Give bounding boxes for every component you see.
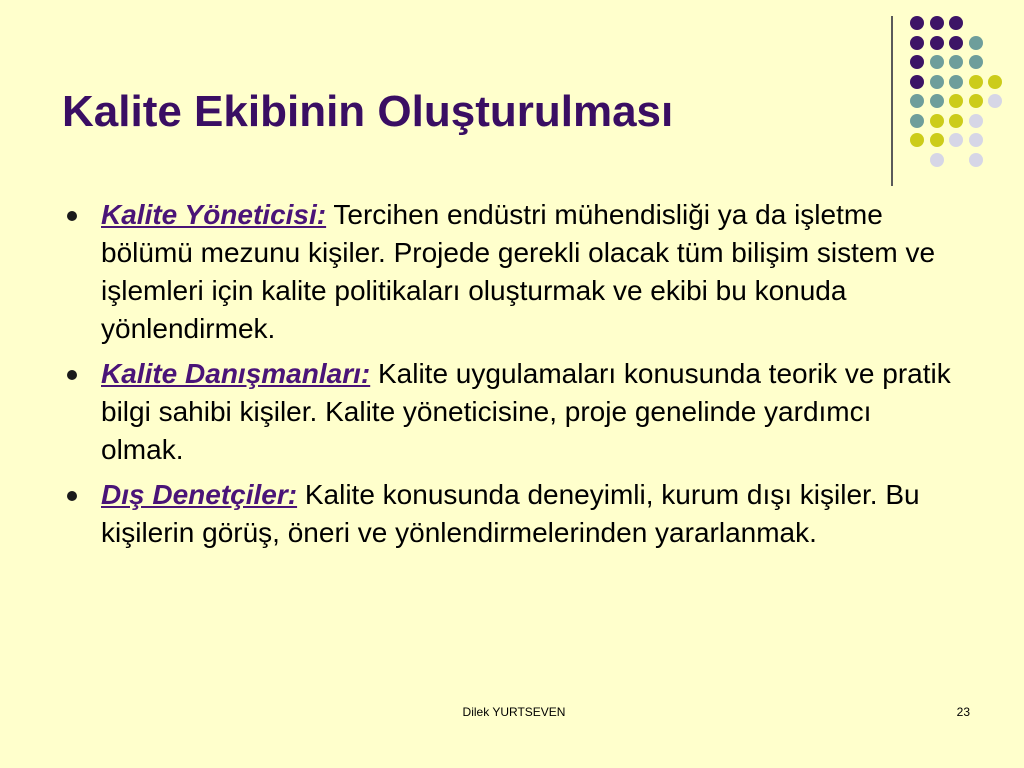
yellow-dot xyxy=(988,75,1002,89)
decorative-dot-grid xyxy=(900,12,1024,172)
footer-author: Dilek YURTSEVEN xyxy=(462,705,566,719)
yellow-dot xyxy=(949,114,963,128)
bullet-kalite-danismanlari xyxy=(60,355,960,469)
bullet-term: Kalite Danışmanları: xyxy=(101,358,371,389)
lavender-dot xyxy=(969,153,983,167)
purple-dot xyxy=(910,16,924,30)
yellow-dot xyxy=(930,114,944,128)
page-number: 23 xyxy=(956,705,970,719)
lavender-dot xyxy=(988,94,1002,108)
purple-dot xyxy=(910,75,924,89)
teal-dot xyxy=(930,94,944,108)
teal-dot xyxy=(949,55,963,69)
yellow-dot xyxy=(930,133,944,147)
bullet-dis-denetciler xyxy=(60,476,960,552)
purple-dot xyxy=(949,36,963,50)
purple-dot xyxy=(910,55,924,69)
divider-line xyxy=(891,16,893,186)
teal-dot xyxy=(949,75,963,89)
bullet-text: Kalite konusunda deneyimli, kurum dışı kişiler. Bu kişilerin görüş, öneri ve yönlendirmelerinden yararlanmak. xyxy=(101,479,920,548)
bullet-dot-icon xyxy=(67,370,77,380)
teal-dot xyxy=(969,55,983,69)
lavender-dot xyxy=(969,133,983,147)
slide-title: Kalite Ekibinin Oluşturulması xyxy=(62,87,674,136)
lavender-dot xyxy=(930,153,944,167)
bullet-kalite-yoneticisi xyxy=(60,196,960,348)
purple-dot xyxy=(910,36,924,50)
bullet-term: Dış Denetçiler: xyxy=(101,479,298,510)
purple-dot xyxy=(930,16,944,30)
bullet-text: Tercihen endüstri mühendisliği ya da işletme bölümü mezunu kişiler. Projede gerekli olacak tüm bilişim sistem ve işlemleri için kalite politikaları oluşturmak ve ekibi bu konuda yönlendirmek. xyxy=(101,199,936,344)
bullet-term: Kalite Yöneticisi: xyxy=(101,199,327,230)
yellow-dot xyxy=(949,94,963,108)
lavender-dot xyxy=(969,114,983,128)
lavender-dot xyxy=(949,133,963,147)
bullet-text: Kalite uygulamaları konusunda teorik ve pratik bilgi sahibi kişiler. Kalite yöneticisine, proje genelinde yardımcı olmak. xyxy=(101,358,951,465)
purple-dot xyxy=(930,36,944,50)
purple-dot xyxy=(949,16,963,30)
teal-dot xyxy=(930,75,944,89)
yellow-dot xyxy=(969,94,983,108)
teal-dot xyxy=(969,36,983,50)
bullet-dot-icon xyxy=(67,491,77,501)
teal-dot xyxy=(910,114,924,128)
yellow-dot xyxy=(969,75,983,89)
teal-dot xyxy=(930,55,944,69)
yellow-dot xyxy=(910,133,924,147)
teal-dot xyxy=(910,94,924,108)
bullet-list xyxy=(60,196,960,559)
bullet-dot-icon xyxy=(67,211,77,221)
